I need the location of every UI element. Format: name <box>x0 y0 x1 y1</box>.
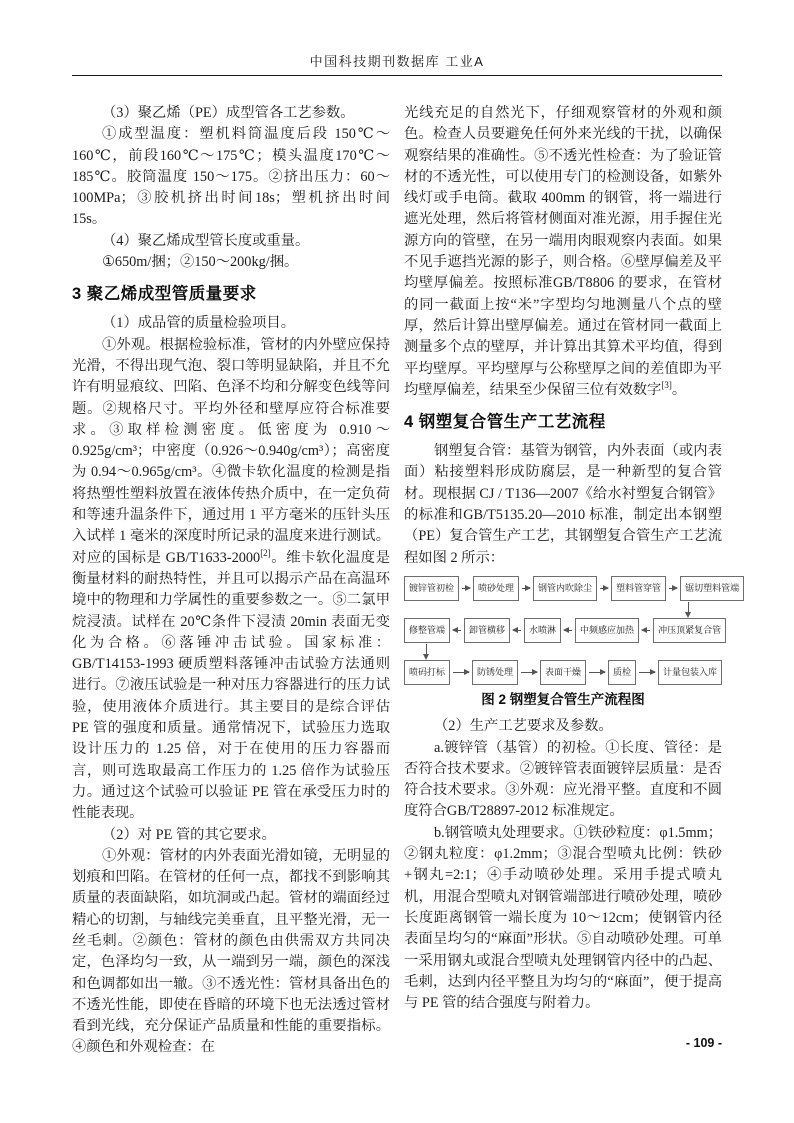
flowchart-box-quality-inspection: 质检 <box>608 660 636 685</box>
arrow-left-icon <box>564 630 572 631</box>
flowchart-box-sandblasting: 喷砂处理 <box>473 576 519 601</box>
flowchart-row-1 <box>404 576 740 602</box>
page-content <box>72 103 740 1059</box>
flowchart-box-induction-heating: 中频感应加热 <box>575 618 639 643</box>
paragraph-pe-params-title: （3）聚乙烯（PE）成型管各工艺参数。 <box>102 105 355 121</box>
citation-ref-2: [2] <box>260 547 271 558</box>
flowchart-box-inkjet-marking: 喷码打标 <box>404 660 450 685</box>
arrow-right-icon <box>669 588 677 589</box>
arrow-right-icon <box>521 672 537 673</box>
journal-header-title: 中国科技期刊数据库 工业A <box>309 54 485 69</box>
arrow-right-icon <box>589 672 605 673</box>
arrow-right-icon <box>639 672 655 673</box>
header-divider <box>72 75 722 76</box>
paragraph-other-requirements-body: ①外观：管材的内外表面光滑如镜，无明显的划痕和凹陷。在管材的任何一点，都找不到影响其质量的表面缺陷，如坑洞或凸起。管材的端面经过精心的切割，与轴线完美垂直，且平整光滑，无一丝毛刺。②颜色：管材的颜色由供需双方共同决定，色泽均匀一致，从一端到另一端，颜色的深浅和色调都如出一辙。③不透光性：管材具备出色的不透光性能，即使在昏暗的环境下也无法透过管材看到光线，充分保证产品质量和性能的重要指标。④颜色和外观检查：在 <box>72 847 390 1056</box>
arrow-right-icon <box>462 588 470 589</box>
paragraph-inspection-body <box>72 335 390 825</box>
flowchart-box-trim-pipe-end: 修整管端 <box>404 618 450 643</box>
page-number: - 109 - <box>685 1036 722 1050</box>
arrow-left-icon <box>513 630 521 631</box>
paragraph-step-b: b.钢管喷丸处理要求。①铁砂粒度：φ1.5mm；②钢丸粒度：φ1.2mm；③混合型喷丸比例：铁砂+钢丸=2:1；④手动喷砂处理。采用手提式喷丸机，用混合型喷丸对钢管端部进行喷砂处理，喷砂长度距离钢管一端长度为 10～12cm；使钢管内径表面呈均匀的“麻面”形状。⑤自动喷砂处理。可单一采用钢丸或混合型喷丸处理钢管内径中的凸起、毛刺，达到内径平整且为均匀的“麻面”，便于提高与 PE 管的结合强度与附着力。 <box>404 824 722 1012</box>
text-segment: ①外观。根据检验标准，管材的内外壁应保持光滑，不得出现气泡、裂口等明显缺陷，并且不允许有明显痕纹、凹陷、色泽不均和分解变色线等问题。②规格尺寸。平均外径和壁厚应符合标准要求。③取样检测密度。低密度为 0.910～0.925g/cm³；中密度（0.926～0.940g/cm³）；高密度为 0.94～0.965g/cm³。④微卡软化温度的检测是指将热塑性塑料放置在液体传热介质中，在一定负荷和等速升温条件下，通过用 1 平方毫米的压针头压入试样 1 毫米的深度时所记录的温度来进行测试。对应的国标是 GB/T1633-2000 <box>72 336 390 566</box>
citation-ref-3: [3] <box>661 380 672 391</box>
flowchart-box-unload-traverse: 卸管横移 <box>464 618 510 643</box>
flowchart-box-press-tighten-composite: 冲压顶紧复合管 <box>653 618 726 643</box>
text-segment: 。维卡软化温度是衡量材料的耐热特性，并且可以揭示产品在高温环境中的物理和力学属性的重要参数之一。⑤二氯甲烷浸渍。试样在 20℃条件下浸渍 20min 表面无变化为合格。⑥落锤冲击试验。国家标准：GB/T14153-1993 硬质塑料落锤冲击试验方法通则进行。⑦液压试验是一种对压力容器进行的压力试验，使用液体介质进行。其主要目的是综合评估 PE 管的强度和质量。通常情况下，试验压力选取设计压力的 1.25 倍，对于在使用的压力容器而言，则可选取最高工作压力的 1.25 倍作为试验压力。通过这个试验可以验证 PE 管在承受压力时的性能表现。 <box>72 549 390 822</box>
arrow-left-icon <box>453 630 461 631</box>
flowchart-row-2 <box>404 618 722 644</box>
flowchart-box-saw-cut-plastic-end: 锯切塑料管端 <box>680 576 744 601</box>
paragraph-pe-length-body: ①650m/捆；②150～200kg/捆。 <box>102 254 299 271</box>
figure-2-caption: 图 2 钢塑复合管生产流程图 <box>481 691 645 707</box>
paragraph-pe-length-title: （4）聚乙烯成型管长度或重量。 <box>102 232 310 249</box>
arrow-left-icon <box>642 630 650 631</box>
paragraph-composite-pipe-intro: 钢塑复合管：基管为钢管，内外表面（或内表面）粘接塑料形成防腐层，是一种新型的复合管材。现根据 CJ / T136—2007《给水衬塑复合钢管》的标准和GB/T5135.20—2010 标准，制定出本钢塑（PE）复合管生产工艺，其钢塑复合管生产工艺流程如图 2 所示： <box>404 443 722 566</box>
flowchart-box-plastic-pipe-threading: 塑料管穿管 <box>611 576 666 601</box>
left-column <box>72 103 390 1059</box>
paragraph-process-requirements-title: （2）生产工艺要求及参数。 <box>434 718 613 735</box>
arrow-down-icon <box>688 602 689 613</box>
paragraph-step-a: a.镀锌管（基管）的初检。①长度、管径：是否符合技术要求。②镀锌管表面镀锌层质量：是否符合技术要求。③外观：应光滑平整。直度和不圆度符合GB/T28897-2012 标准规定。 <box>404 739 722 820</box>
flowchart-row-3 <box>404 660 722 686</box>
paragraph-other-requirements-title: （2）对 PE 管的其它要求。 <box>102 826 276 843</box>
page-footer <box>72 1036 722 1050</box>
figure-2-flowchart <box>404 576 740 686</box>
arrow-right-icon <box>453 672 469 673</box>
paragraph-inspection-title: （1）成品管的质量检验项目。 <box>102 315 296 332</box>
flowchart-box-galvanized-pipe-check: 镀锌管初检 <box>404 576 459 601</box>
flowchart-box-pipe-dust-blowing: 钢管内吹除尘 <box>533 576 597 601</box>
flowchart-box-rust-prevention: 防锈处理 <box>472 660 518 685</box>
flowchart-box-surface-drying: 表面干燥 <box>540 660 586 685</box>
arrow-down-icon <box>426 644 427 655</box>
text-segment: 。 <box>671 381 687 398</box>
text-segment: 光线充足的自然光下，仔细观察管材的外观和颜色。检查人员要避免任何外来光线的干扰，以确保观察结果的准确性。⑤不透光性检查：为了验证管材的不透光性，可以使用专门的检测设备，如紫外线灯或手电筒。截取 400mm 的钢管，将一端进行遮光处理，然后将管材侧面对准光源，用手握住光源方向的管壁，在另一端用肉眼观察内表面。如果不见手遮挡光源的影子，则合格。⑥壁厚偏差及平均壁厚偏差。按照标准GB/T8806 的要求，在管材的同一截面上按“米”字型均匀地测量八个点的壁厚，然后计算出壁厚偏差。通过在管材同一截面上测量多个点的壁厚，并计算出其算术平均值，得到平均壁厚。平均壁厚与公称壁厚之间的差值即为平均壁厚偏差，结果至少保留三位有效数字 <box>404 105 722 398</box>
paragraph-continuation <box>404 103 722 401</box>
arrow-right-icon <box>600 588 608 589</box>
flowchart-box-packing-warehousing: 计量包装入库 <box>658 660 722 685</box>
section-4-heading: 4 钢塑复合管生产工艺流程 <box>404 413 606 432</box>
right-column <box>404 103 740 1059</box>
flowchart-box-water-spray: 水喷淋 <box>524 618 561 643</box>
section-3-heading: 3 聚乙烯成型管质量要求 <box>72 285 257 304</box>
arrow-right-icon <box>522 588 530 589</box>
paragraph-pe-params-body: ①成型温度：塑机料筒温度后段 150℃～160℃，前段160℃～175℃；模头温度170℃～185℃。胶筒温度 150～175。②挤出压力：60～100MPa；③胶机挤出时间18s；塑机挤出时间 15s。 <box>72 126 390 228</box>
